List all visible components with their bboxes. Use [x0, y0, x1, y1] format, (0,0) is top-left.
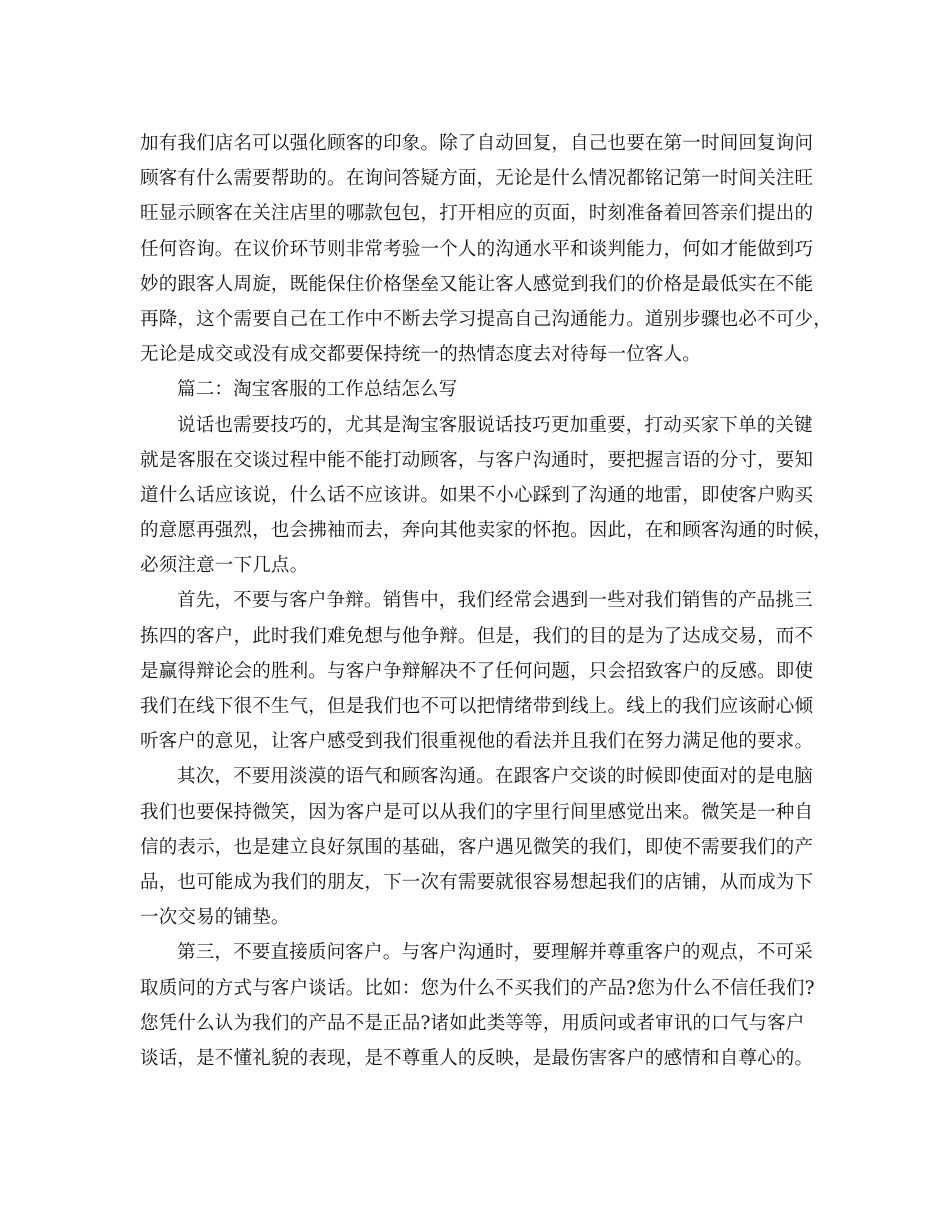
text-line: 任何咨询。在议价环节则非常考验一个人的沟通水平和谈判能力，何如才能做到巧: [140, 238, 814, 260]
body-text: [140, 126, 832, 1076]
text-line: 再降，这个需要自己在工作中不断去学习提高自己沟通能力。道别步骤也必不可少，: [140, 308, 832, 330]
text-line: 是赢得辩论会的胜利。与客户争辩解决不了任何问题，只会招致客户的反感。即使: [140, 660, 814, 682]
text-line: 妙的跟客人周旋，既能保住价格堡垒又能让客人感觉到我们的价格是最低实在不能: [140, 273, 814, 295]
text-line: 无论是成交或没有成交都要保持统一的热情态度去对待每一位客人。: [140, 344, 702, 366]
text-line: 道什么话应该说，什么话不应该讲。如果不小心踩到了沟通的地雷，即使客户购买: [140, 484, 814, 506]
text-line: 的意愿再强烈，也会拂袖而去，奔向其他卖家的怀抱。因此，在和顾客沟通的时候，: [140, 520, 832, 542]
text-line: 拣四的客户，此时我们难免想与他争辩。但是，我们的目的是为了达成交易，而不: [140, 625, 814, 647]
text-line: 我们在线下很不生气，但是我们也不可以把情绪带到线上。线上的我们应该耐心倾: [140, 696, 814, 717]
text-line: 就是客服在交谈过程中能不能打动顾客，与客户沟通时，要把握言语的分寸，要知: [140, 449, 814, 471]
text-line: 您凭什么认为我们的产品不是正品?诸如此类等等，用质问或者审讯的口气与客户: [140, 1012, 805, 1034]
text-line: 品，也可能成为我们的朋友，下一次有需要就很容易想起我们的店铺，从而成为下: [140, 871, 814, 893]
text-line: 第三，不要直接质问客户。与客户沟通时，要理解并尊重客户的观点，不可采: [177, 942, 813, 964]
text-line: 旺显示顾客在关注店里的哪款包包，打开相应的页面，时刻准备着回答亲们提出的: [140, 203, 814, 225]
text-line: 一次交易的铺垫。: [140, 907, 290, 929]
text-line: 我们也要保持微笑，因为客户是可以从我们的字里行间里感觉出来。微笑是一种自: [140, 801, 814, 823]
text-line: 取质问的方式与客户谈话。比如：您为什么不买我们的产品?您为什么不信任我们?: [140, 977, 815, 999]
text-line: 加有我们店名可以强化顾客的印象。除了自动回复，自己也要在第一时间回复询问: [140, 133, 814, 154]
text-line: 顾客有什么需要帮助的。在询问答疑方面，无论是什么情况都铭记第一时间关注旺: [140, 168, 814, 190]
text-line: 谈话，是不懂礼貌的表现，是不尊重人的反映，是最伤害客户的感情和自尊心的。: [140, 1047, 814, 1069]
text-line: 首先，不要与客户争辩。销售中，我们经常会遇到一些对我们销售的产品挑三: [177, 590, 813, 612]
text-line: 其次，不要用淡漠的语气和顾客沟通。在跟客户交谈的时候即使面对的是电脑: [177, 766, 813, 788]
text-line: 说话也需要技巧的，尤其是淘宝客服说话技巧更加重要，打动买家下单的关键: [177, 414, 813, 436]
text-line: 听客户的意见，让客户感受到我们很重视他的看法并且我们在努力满足他的要求。: [140, 731, 814, 753]
text-line: 信的表示，也是建立良好氛围的基础，客户遇见微笑的我们，即使不需要我们的产: [140, 836, 814, 858]
text-line: 篇二：淘宝客服的工作总结怎么写: [177, 379, 458, 401]
text-line: 必须注意一下几点。: [140, 555, 309, 577]
